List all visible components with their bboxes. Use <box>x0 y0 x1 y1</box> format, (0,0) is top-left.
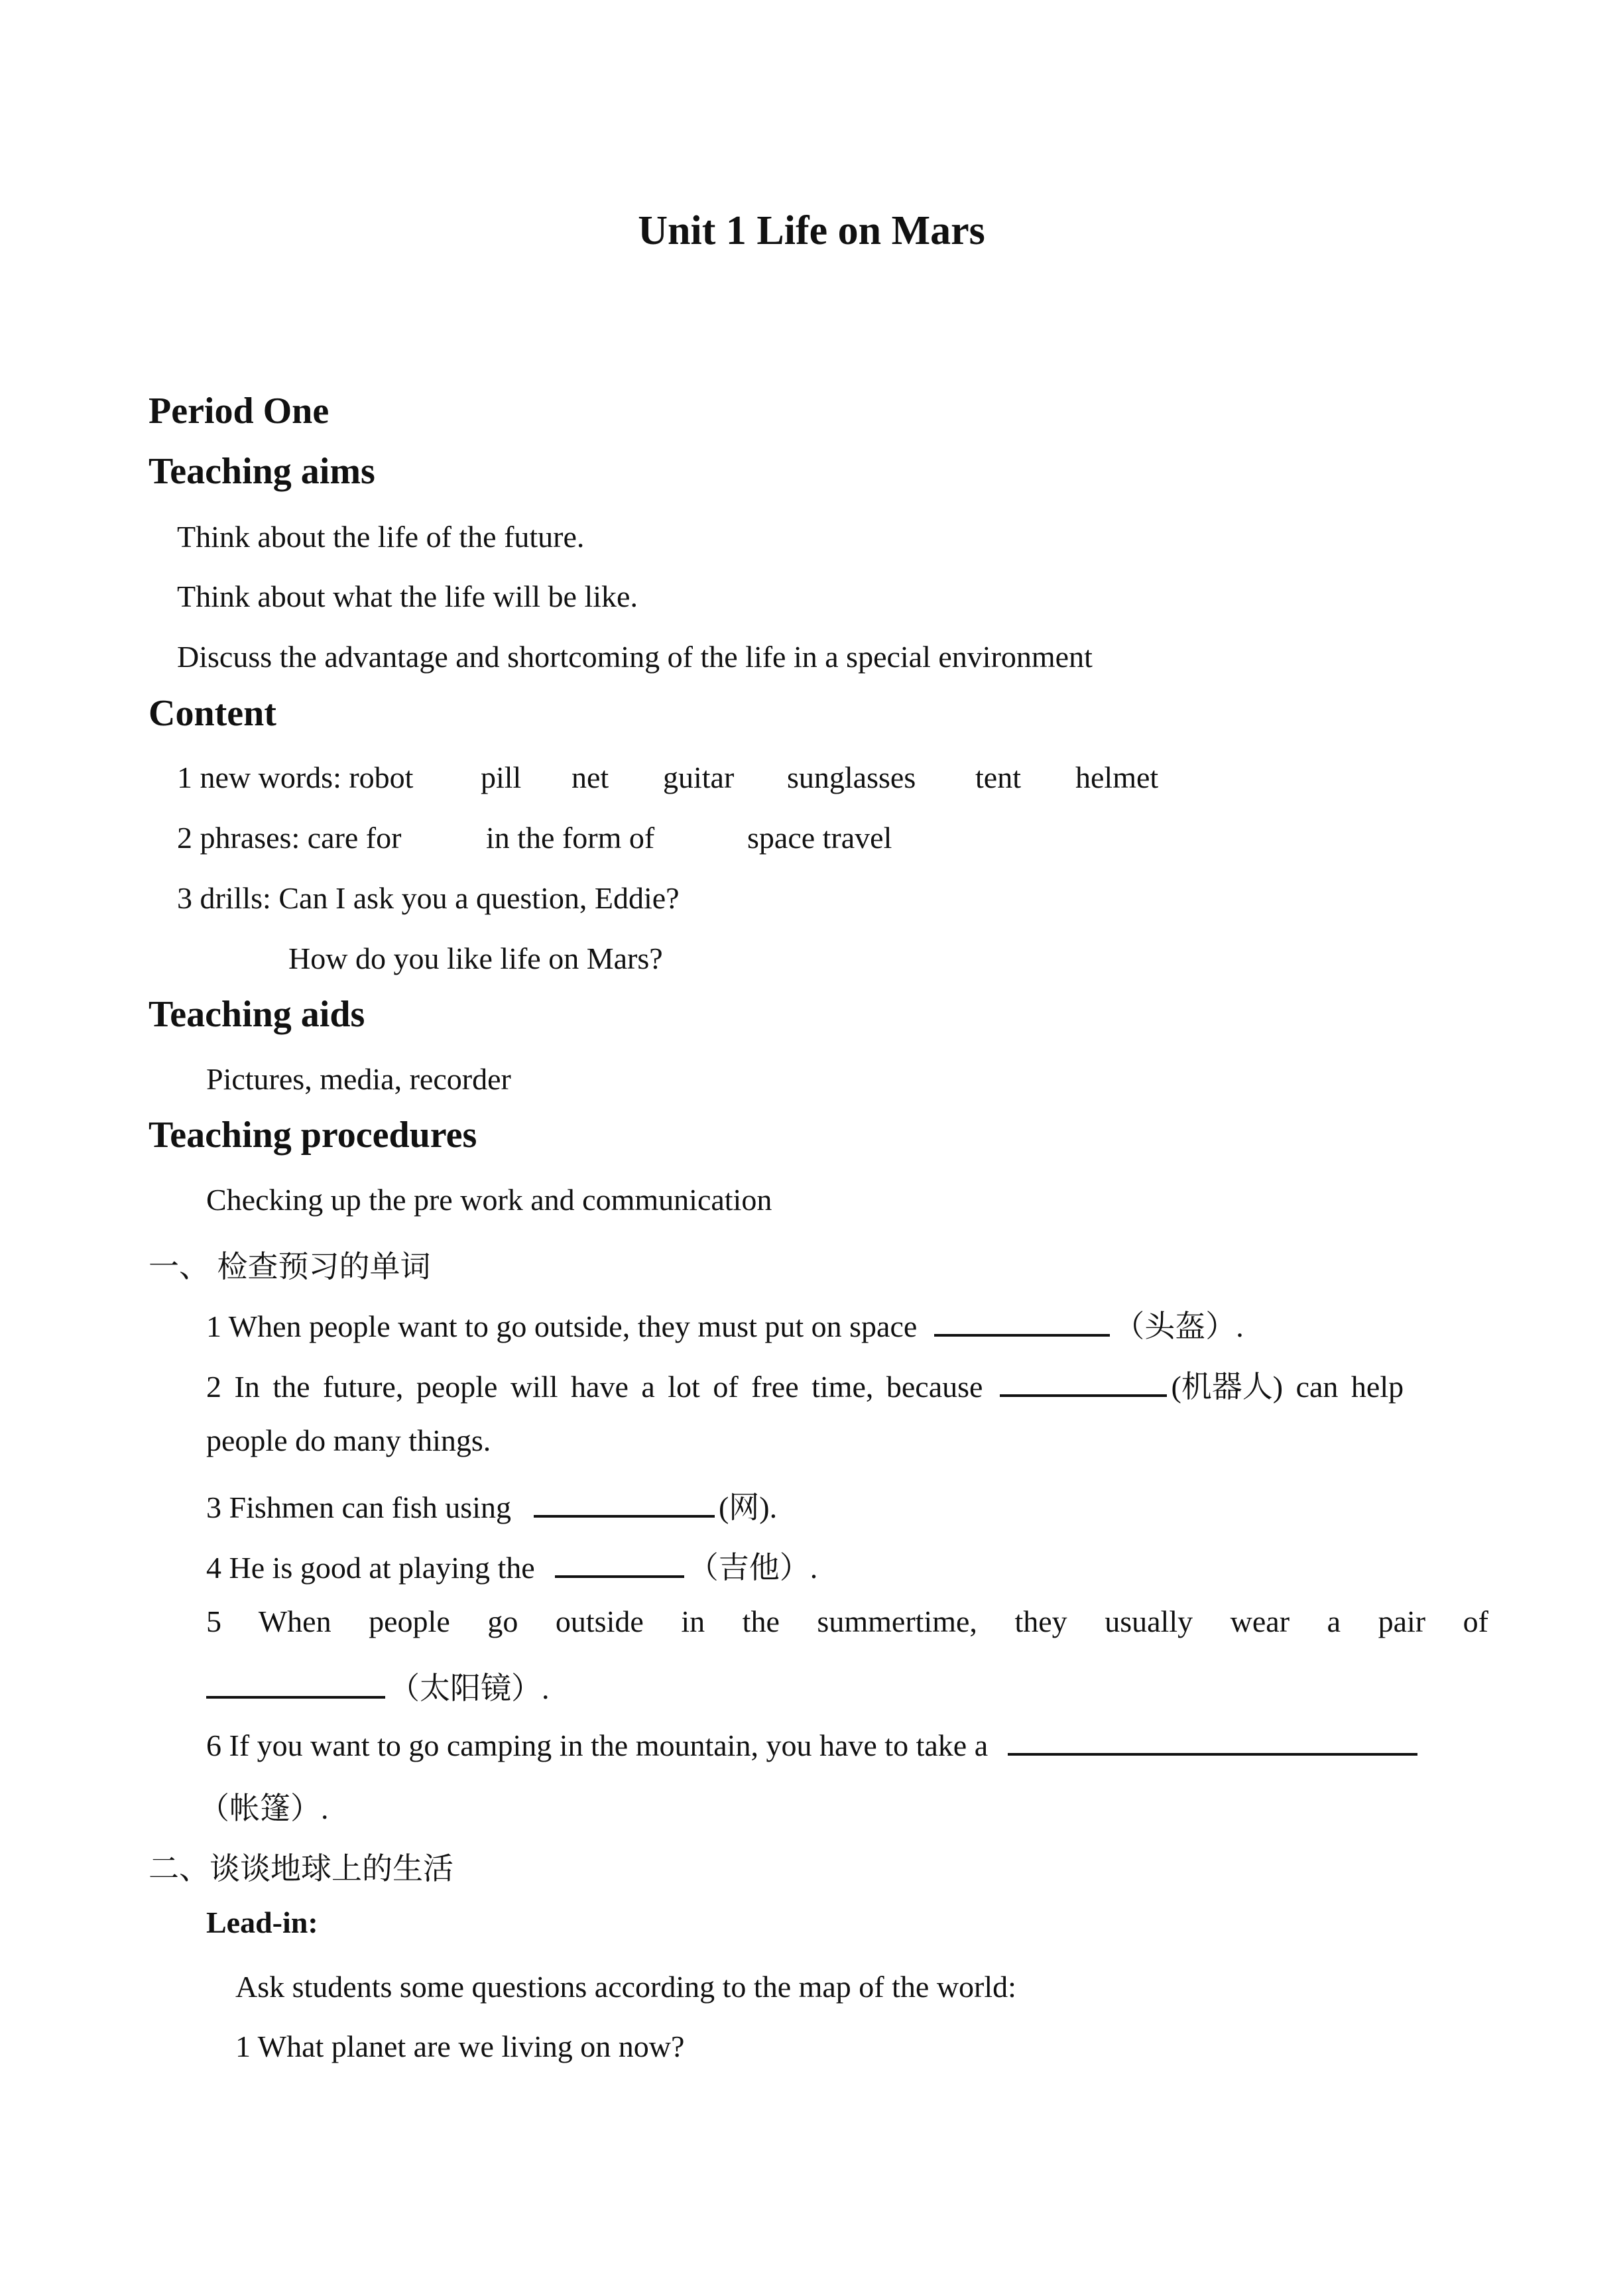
phrases-label: 2 phrases: care for <box>177 821 402 855</box>
period-heading: Period One <box>149 391 330 432</box>
drills-label: 3 drills: Can I ask you a question, Eddie? <box>177 881 680 915</box>
procedures-intro: Checking up the pre work and communication <box>206 1183 772 1217</box>
new-words-label: 1 new words: robot <box>177 760 414 794</box>
exercise-text: 1 When people want to go outside, they must put on space <box>206 1309 918 1343</box>
answer-blank[interactable] <box>206 1667 385 1699</box>
exercise-text: people do many things. <box>206 1423 491 1457</box>
exercise-item <box>206 1664 550 1708</box>
phrase: space travel <box>747 821 892 855</box>
new-word: net <box>571 760 609 794</box>
content-heading: Content <box>149 693 276 734</box>
exercise-text: 5 When people go outside in the summertime, they usually wear a pair of <box>206 1604 1488 1638</box>
exercise-hint: （吉他）. <box>688 1551 818 1585</box>
section-heading-1: 一、 检查预习的单词 <box>149 1250 431 1284</box>
section-heading-2: 二、谈谈地球上的生活 <box>149 1852 453 1886</box>
exercise-hint: （太阳镜）. <box>389 1671 550 1705</box>
answer-blank[interactable] <box>1008 1724 1417 1756</box>
exercise-hint: (机器人) can help <box>1171 1370 1404 1404</box>
leadin-label: Lead-in: <box>206 1905 318 1939</box>
exercise-item <box>206 1362 1404 1406</box>
exercise-hint: (网). <box>718 1490 778 1524</box>
exercise-item <box>206 1302 1244 1346</box>
exercise-text: 4 He is good at playing the <box>206 1551 535 1585</box>
answer-blank[interactable] <box>1000 1365 1167 1397</box>
exercise-item <box>206 1543 817 1587</box>
new-word: pill <box>481 760 522 794</box>
new-word: guitar <box>663 760 735 794</box>
new-word: tent <box>975 760 1021 794</box>
leadin-text: Ask students some questions according to the map of the world: <box>235 1970 1016 2004</box>
aids-text: Pictures, media, recorder <box>206 1062 511 1096</box>
exercise-item <box>206 1483 777 1527</box>
exercise-item <box>206 1724 1421 1763</box>
exercise-hint: （帐篷）. <box>199 1791 329 1825</box>
drill-line: How do you like life on Mars? <box>288 941 663 975</box>
aids-heading: Teaching aids <box>149 994 365 1035</box>
answer-blank[interactable] <box>534 1486 715 1518</box>
new-word: helmet <box>1075 760 1159 794</box>
exercise-text: 3 Fishmen can fish using <box>206 1490 511 1524</box>
aims-heading: Teaching aims <box>149 451 375 492</box>
aim-item: Think about what the life will be like. <box>177 579 638 613</box>
exercise-text: 6 If you want to go camping in the mountain, you have to take a <box>206 1728 989 1762</box>
aim-item: Think about the life of the future. <box>177 520 585 554</box>
phrase: in the form of <box>486 821 655 855</box>
procedures-heading: Teaching procedures <box>149 1115 477 1156</box>
page-title: Unit 1 Life on Mars <box>638 208 985 253</box>
exercise-hint: （头盔）. <box>1114 1309 1244 1343</box>
new-word: sunglasses <box>787 760 916 794</box>
answer-blank[interactable] <box>555 1546 684 1578</box>
answer-blank[interactable] <box>934 1305 1110 1337</box>
aim-item: Discuss the advantage and shortcoming of the life in a special environment <box>177 640 1093 674</box>
leadin-question: 1 What planet are we living on now? <box>235 2029 685 2063</box>
exercise-text: 2 In the future, people will have a lot of free time, because <box>206 1370 983 1404</box>
